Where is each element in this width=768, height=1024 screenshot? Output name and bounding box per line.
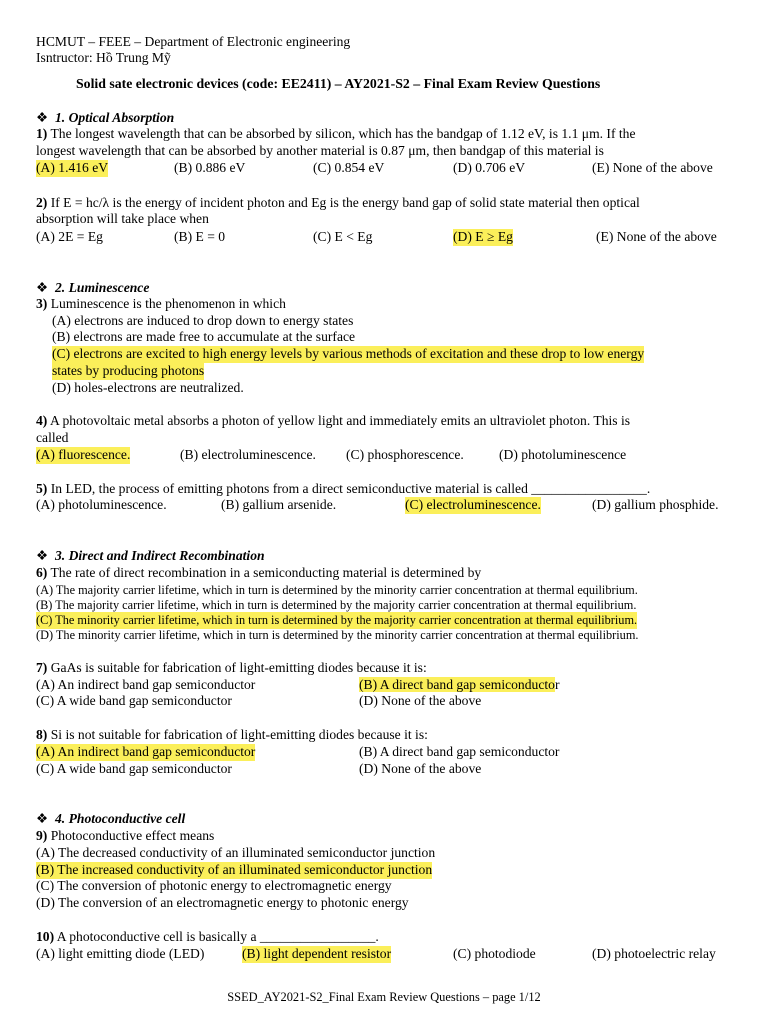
header-instructor: Isntructor: Hồ Trung Mỹ: [36, 50, 171, 65]
q3-option-c: (C) electrons are excited to high energy levels by various methods of excitation and these drop to low energy: [52, 346, 645, 361]
q10-option-a: (A) light emitting diode (LED): [36, 946, 205, 961]
q7-option-c: (C) A wide band gap semiconductor: [36, 693, 232, 708]
q10-option-c: (C) photodiode: [453, 946, 536, 961]
q4-option-c: (C) phosphorescence.: [346, 447, 464, 462]
q3-option-a: (A) electrons are induced to drop down to energy states: [52, 313, 354, 328]
q4-option-a: (A) fluorescence.: [36, 447, 131, 462]
q8-option-a: (A) An indirect band gap semiconductor: [36, 744, 256, 759]
question-4: 4) A photovoltaic metal absorbs a photon of yellow light and immediately emits an ultraviolet photon. This is: [36, 413, 631, 428]
q5-option-c: (C) electroluminescence.: [405, 497, 541, 512]
question-1-cont: longest wavelength that can be absorbed by another material is 0.87 μm, then bandgap of this material is: [36, 143, 604, 158]
q2-option-c: (C) E < Eg: [313, 229, 373, 244]
question-8: 8) Si is not suitable for fabrication of light-emitting diodes because it is:: [36, 727, 428, 742]
q8-option-d: (D) None of the above: [359, 761, 482, 776]
question-2: 2) If E = hc/λ is the energy of incident photon and Eg is the energy band gap of solid state material then optical: [36, 195, 640, 210]
question-9: 9) Photoconductive effect means: [36, 828, 215, 843]
q6-option-d: (D) The minority carrier lifetime, which in turn is determined by the minority carrier concentration at thermal equilibrium.: [36, 628, 639, 642]
page-footer: SSED_AY2021-S2_Final Exam Review Questions – page 1/12: [227, 990, 541, 1004]
q5-option-d: (D) gallium phosphide.: [592, 497, 719, 512]
q6-option-a: (A) The majority carrier lifetime, which in turn is determined by the minority carrier concentration at thermal equilibrium.: [36, 583, 638, 597]
q5-option-b: (B) gallium arsenide.: [221, 497, 337, 512]
q2-option-e: (E) None of the above: [596, 229, 717, 244]
page-title: Solid sate electronic devices (code: EE2411) – AY2021-S2 – Final Exam Review Questions: [76, 76, 601, 91]
q1-option-a: (A) 1.416 eV: [36, 160, 109, 175]
section-heading: ❖ 4. Photoconductive cell: [36, 811, 186, 826]
question-5: 5) In LED, the process of emitting photons from a direct semiconductive material is called _________________.: [36, 481, 651, 496]
question-10: 10) A photoconductive cell is basically a _________________.: [36, 929, 379, 944]
q7-option-d: (D) None of the above: [359, 693, 482, 708]
q4-option-b: (B) electroluminescence.: [180, 447, 316, 462]
section-heading: ❖ 3. Direct and Indirect Recombination: [36, 548, 265, 563]
q9-option-d: (D) The conversion of an electromagnetic energy to photonic energy: [36, 895, 409, 910]
q6-option-c: (C) The minority carrier lifetime, which in turn is determined by the majority carrier concentration at thermal equilibrium.: [36, 613, 638, 627]
question-6: 6) The rate of direct recombination in a semiconducting material is determined by: [36, 565, 482, 580]
q7-option-b: (B) A direct band gap semiconductor: [359, 677, 560, 692]
section-heading: ❖ 1. Optical Absorption: [36, 110, 175, 125]
section-heading: ❖ 2. Luminescence: [36, 280, 150, 295]
question-2-cont: absorption will take place when: [36, 211, 209, 226]
bullet-icon: ❖: [36, 548, 49, 563]
q3-option-c-cont: states by producing photons: [52, 363, 205, 378]
bullet-icon: ❖: [36, 280, 49, 295]
q10-option-d: (D) photoelectric relay: [592, 946, 716, 961]
q7-option-a: (A) An indirect band gap semiconductor: [36, 677, 256, 692]
q2-option-d: (D) E ≥ Eg: [453, 229, 513, 244]
bullet-icon: ❖: [36, 811, 49, 826]
q2-option-a: (A) 2E = Eg: [36, 229, 103, 244]
question-3: 3) Luminescence is the phenomenon in which: [36, 296, 286, 311]
q9-option-a: (A) The decreased conductivity of an illuminated semiconductor junction: [36, 845, 436, 860]
bullet-icon: ❖: [36, 110, 49, 125]
q8-option-c: (C) A wide band gap semiconductor: [36, 761, 232, 776]
q1-option-c: (C) 0.854 eV: [313, 160, 385, 175]
q8-option-b: (B) A direct band gap semiconductor: [359, 744, 560, 759]
question-1: 1) The longest wavelength that can be absorbed by silicon, which has the bandgap of 1.12 eV, is 1.1 μm. If the: [36, 126, 636, 141]
question-4-cont: called: [36, 430, 69, 445]
question-7: 7) GaAs is suitable for fabrication of light-emitting diodes because it is:: [36, 660, 427, 675]
q10-option-b: (B) light dependent resistor: [242, 946, 392, 961]
q3-option-b: (B) electrons are made free to accumulate at the surface: [52, 329, 356, 344]
q3-option-d: (D) holes-electrons are neutralized.: [52, 380, 244, 395]
header-department: HCMUT – FEEE – Department of Electronic engineering: [36, 34, 351, 49]
q9-option-c: (C) The conversion of photonic energy to electromagnetic energy: [36, 878, 392, 893]
q1-option-b: (B) 0.886 eV: [174, 160, 246, 175]
q2-option-b: (B) E = 0: [174, 229, 226, 244]
q9-option-b: (B) The increased conductivity of an illuminated semiconductor junction: [36, 862, 433, 877]
q4-option-d: (D) photoluminescence: [499, 447, 627, 462]
q6-option-b: (B) The majority carrier lifetime, which in turn is determined by the majority carrier concentration at thermal equilibrium.: [36, 598, 637, 612]
q1-option-e: (E) None of the above: [592, 160, 713, 175]
q5-option-a: (A) photoluminescence.: [36, 497, 167, 512]
q1-option-d: (D) 0.706 eV: [453, 160, 526, 175]
